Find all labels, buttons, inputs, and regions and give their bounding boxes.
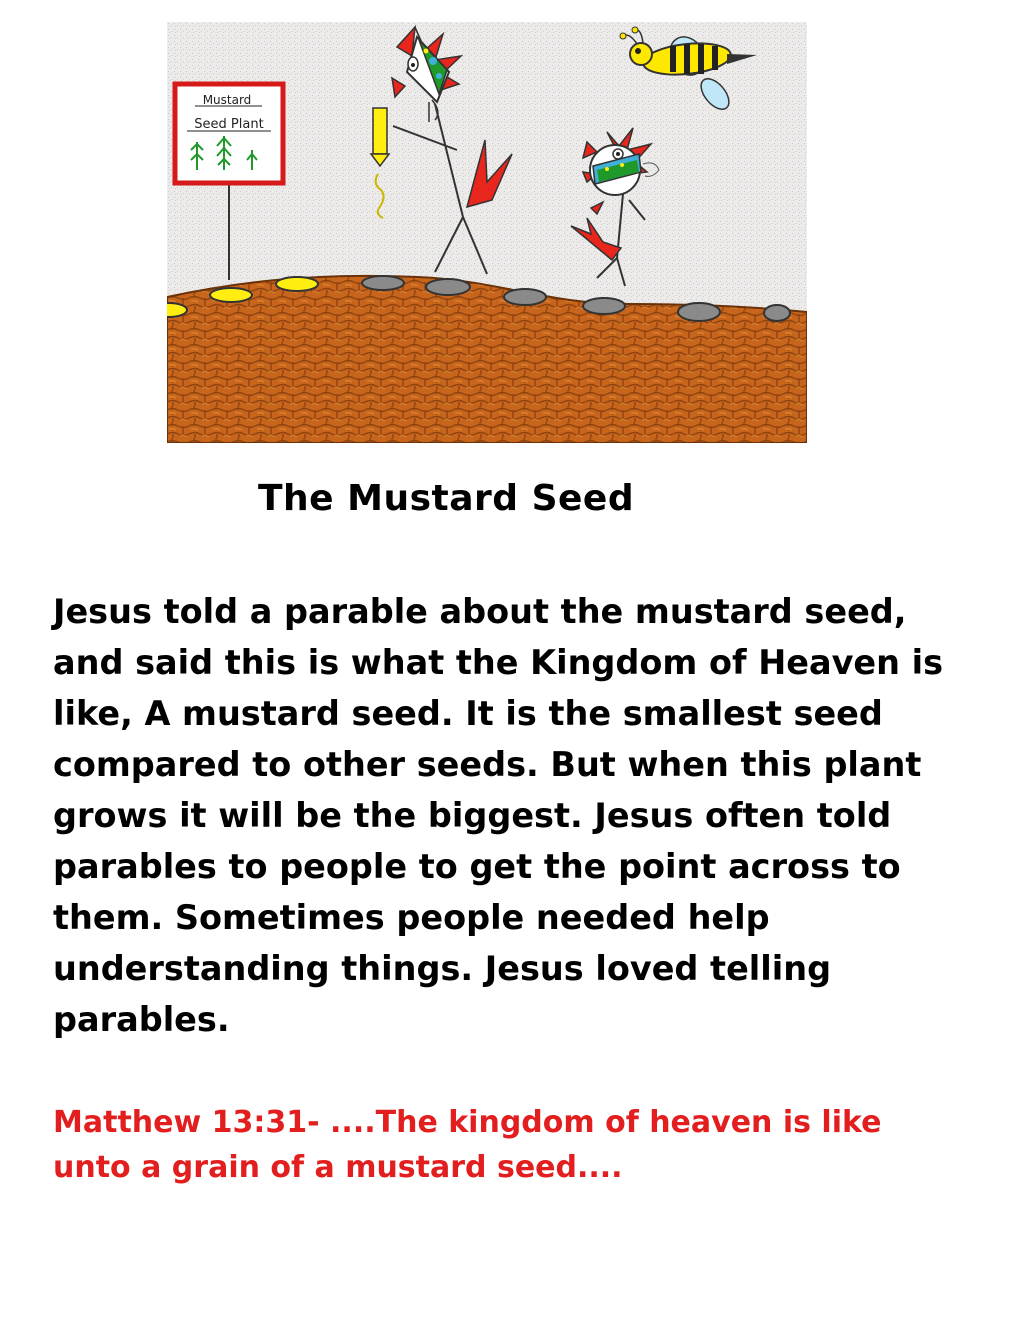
seed-icon — [678, 303, 720, 321]
sign-line-2: Seed Plant — [194, 117, 264, 132]
story-line: compared to other seeds. But when this plant — [53, 745, 922, 784]
verse-line: unto a grain of a mustard seed.... — [53, 1150, 623, 1185]
story-line: grows it will be the biggest. Jesus often told — [53, 796, 892, 835]
story-line: parables to people to get the point across to — [53, 847, 901, 886]
verse-line: Matthew 13:31- ....The kingdom of heaven is like — [53, 1105, 882, 1140]
seed-icon — [426, 279, 470, 295]
sign-line-1: Mustard — [202, 93, 252, 107]
seed-icon — [210, 288, 252, 302]
story-line: them. Sometimes people needed help — [53, 898, 770, 937]
story-line: understanding things. Jesus loved telling — [53, 949, 832, 988]
seed-icon — [583, 298, 625, 314]
scripture-verse — [53, 1100, 953, 1190]
page-title: The Mustard Seed — [258, 478, 635, 519]
story-line: Jesus told a parable about the mustard seed, — [53, 592, 907, 631]
story-line: like, A mustard seed. It is the smallest seed — [53, 694, 883, 733]
seed-icon — [764, 305, 790, 321]
story-paragraph — [53, 586, 953, 1045]
story-line: parables. — [53, 1000, 230, 1039]
story-illustration — [167, 22, 807, 443]
seed-icon — [276, 277, 318, 291]
seed-icon — [504, 289, 546, 305]
seed-icon — [362, 276, 404, 290]
seed-icon — [167, 303, 187, 317]
story-line: and said this is what the Kingdom of Heaven is — [53, 643, 944, 682]
